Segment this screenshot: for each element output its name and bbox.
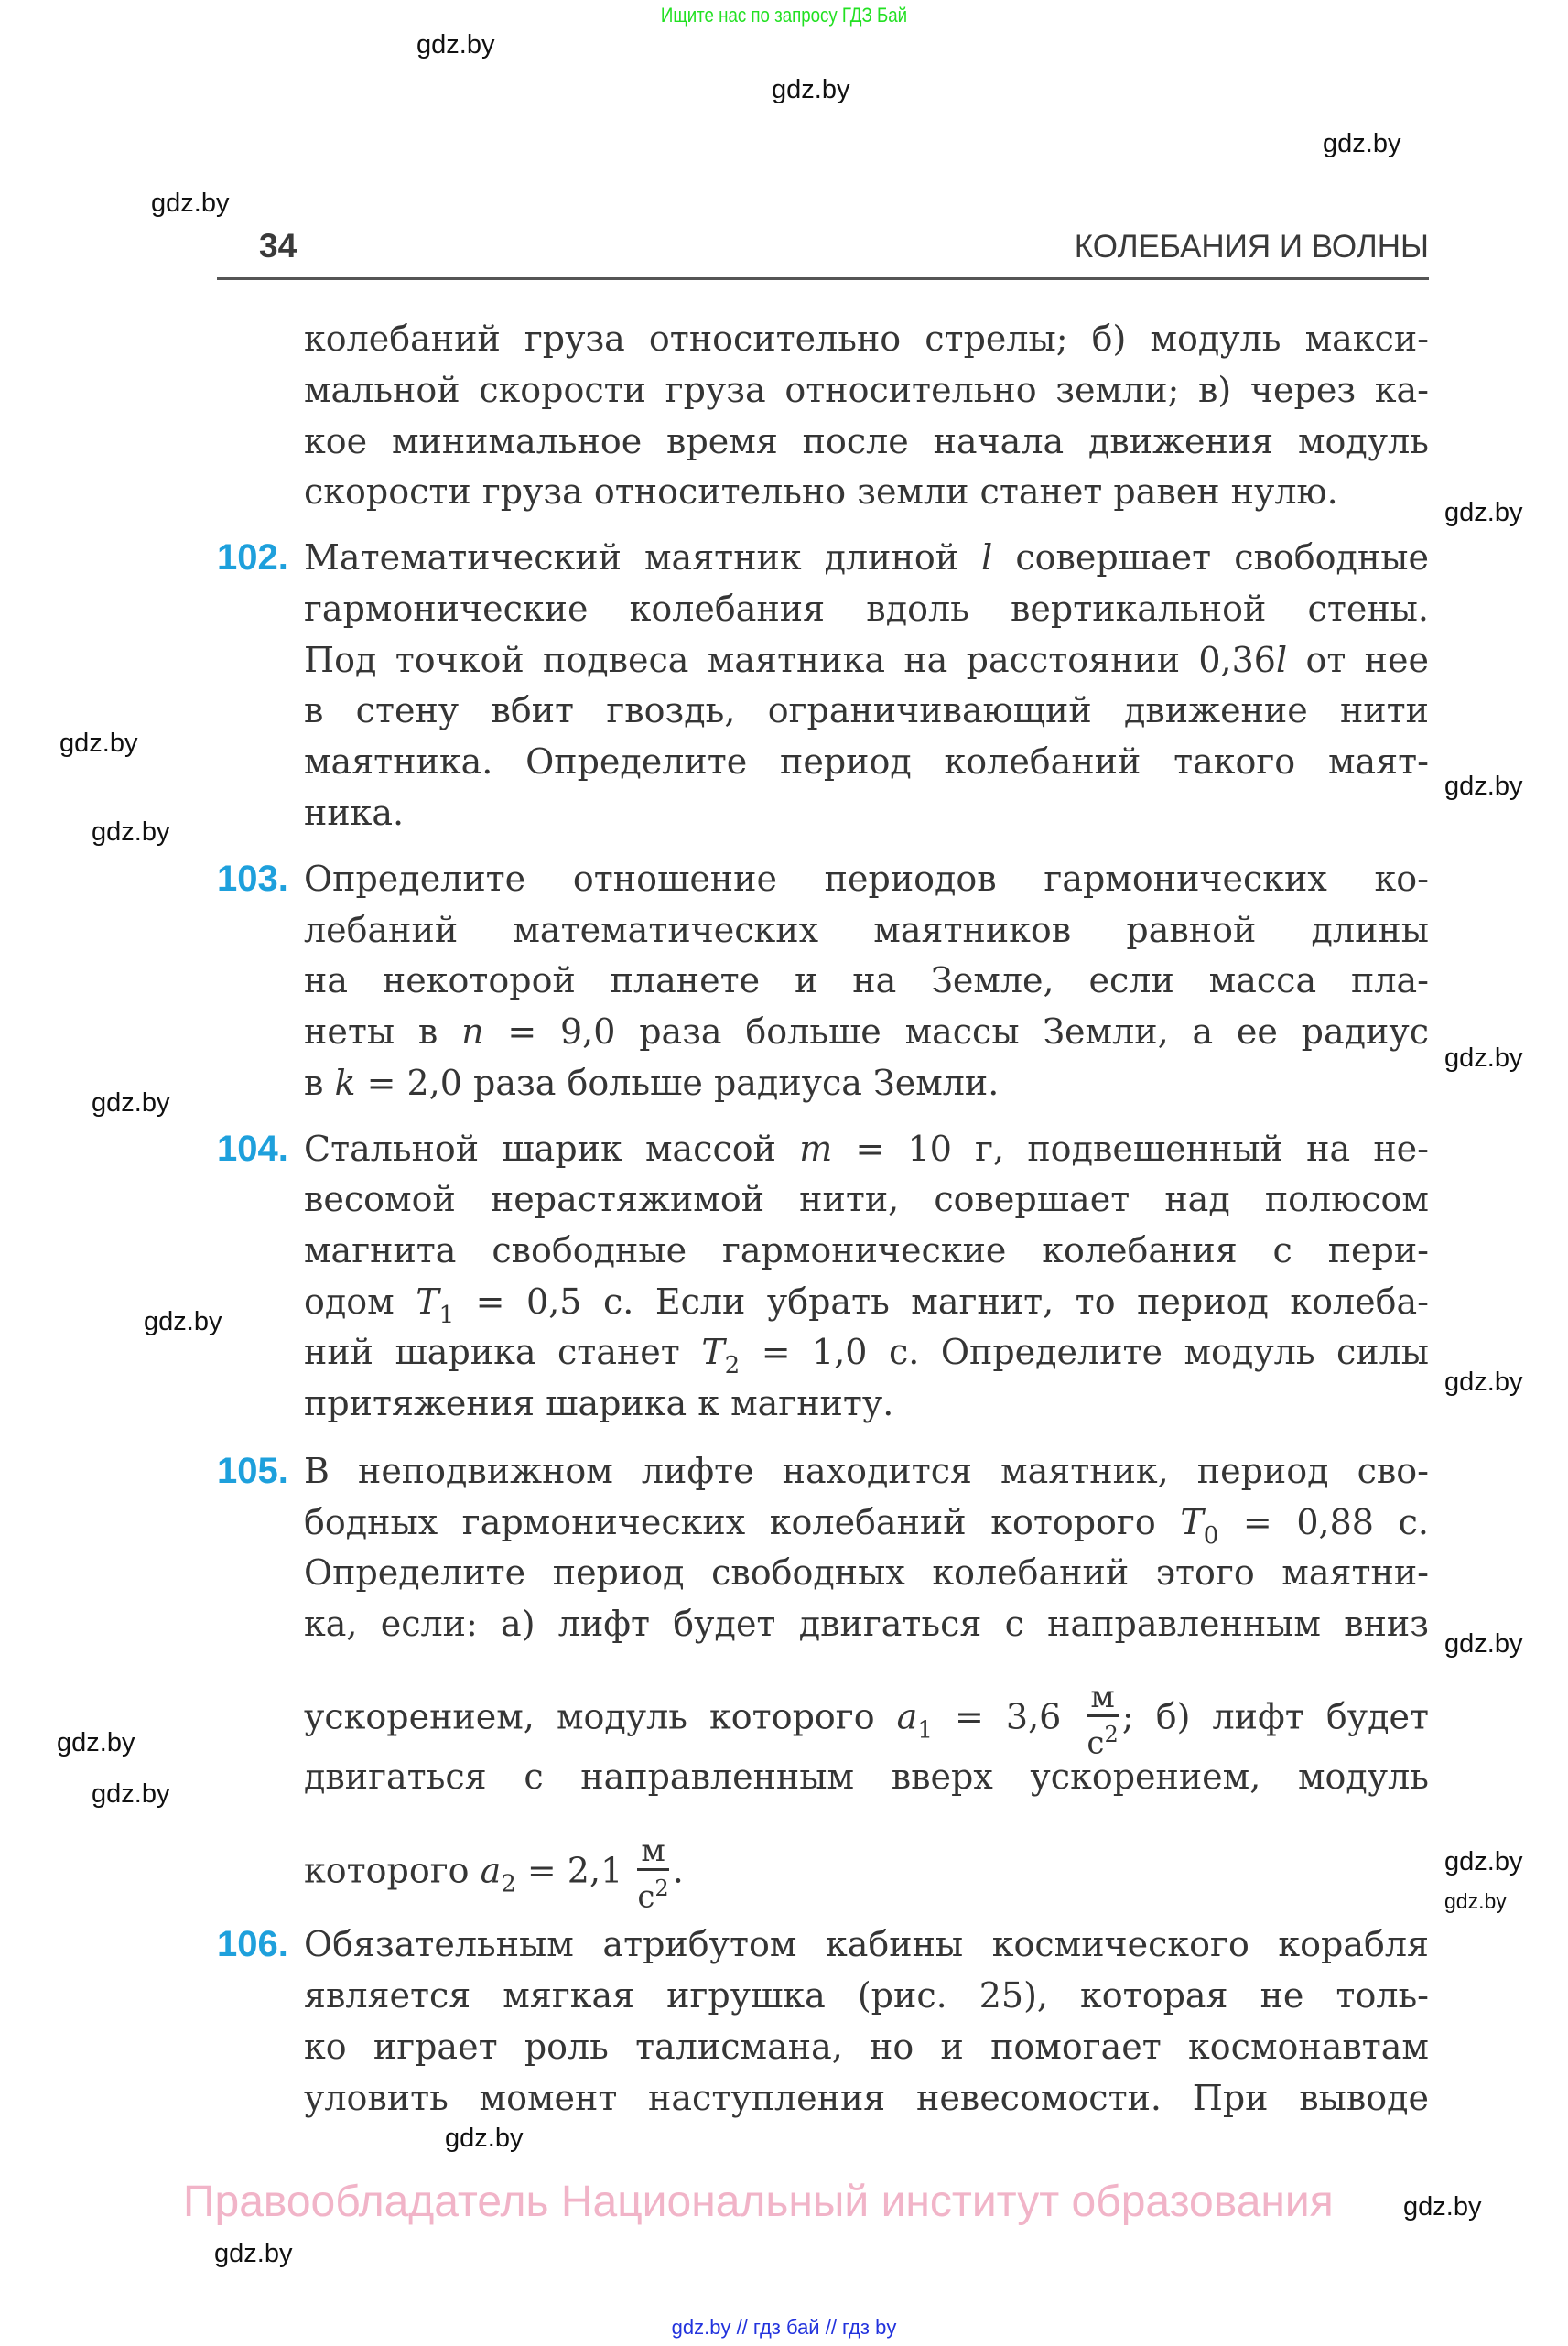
- math-variable: a: [896, 1697, 918, 1738]
- math-variable: T: [1180, 1501, 1204, 1542]
- text-line: [304, 1063, 1429, 1103]
- text-segment: одом: [304, 1281, 416, 1322]
- gdz-watermark: gdz.by: [92, 1779, 170, 1809]
- text-line: [304, 1552, 1429, 1593]
- text-segment: магнита свободные гармонические колебания с пери-: [304, 1230, 1429, 1271]
- problem-number: 103.: [217, 858, 288, 899]
- chapter-title: КОЛЕБАНИЯ И ВОЛНЫ: [1074, 229, 1429, 265]
- text-segment: Математический маятник длиной: [304, 537, 982, 578]
- page-number: 34: [259, 227, 297, 265]
- text-segment: является мягкая игрушка (рис. 25), которая не толь-: [304, 1975, 1429, 2016]
- text-line: [304, 370, 1429, 410]
- fraction-denominator: [637, 1871, 668, 1914]
- text-segment: двигаться с направленным вверх ускорением, модуль: [304, 1757, 1429, 1798]
- text-segment: Определите отношение периодов гармонических ко-: [304, 858, 1429, 899]
- text-segment: скорости груза относительно земли станет равен нулю.: [304, 471, 1338, 513]
- text-segment: Определите период свободных колебаний этого маятни-: [304, 1552, 1429, 1594]
- text-line: [304, 859, 1429, 899]
- text-line: [304, 960, 1429, 1000]
- text-segment: от нее: [1287, 639, 1429, 680]
- text-line: [304, 1281, 1429, 1329]
- text-segment: колебаний груза относительно стрелы; б) модуль макси-: [304, 319, 1429, 360]
- text-line: [304, 1230, 1429, 1270]
- text-segment: = 2,1: [515, 1850, 634, 1891]
- unit-fraction: [637, 1833, 668, 1914]
- math-subscript: 1: [438, 1301, 455, 1329]
- math-variable: T: [701, 1332, 725, 1373]
- math-variable: a: [480, 1850, 502, 1891]
- text-segment: .: [672, 1850, 684, 1891]
- text-segment: = 0,5 с. Если убрать магнит, то период колеба-: [454, 1281, 1429, 1322]
- text-segment: уловить момент наступления невесомости. При выводе: [304, 2077, 1429, 2118]
- text-segment: Обязательным атрибутом кабины космического корабля: [304, 1924, 1429, 1965]
- text-segment: кое минимальное время после начала движения модуль: [304, 420, 1429, 461]
- gdz-watermark: gdz.by: [772, 75, 850, 104]
- gdz-watermark: gdz.by: [1444, 1043, 1523, 1073]
- text-segment: в стену вбит гвоздь, ограничивающий движение нити: [304, 690, 1429, 731]
- text-segment: в: [304, 1062, 335, 1103]
- text-segment: ; б) лифт будет: [1121, 1697, 1430, 1738]
- gdz-watermark: gdz.by: [1323, 129, 1401, 158]
- text-line: [304, 793, 1429, 833]
- unit-fraction: [1087, 1680, 1118, 1760]
- text-line: [304, 1975, 1429, 2016]
- text-segment: ускорением, модуль которого: [304, 1697, 897, 1738]
- denominator-exponent: 2: [1104, 1722, 1119, 1748]
- text-line: [304, 1451, 1429, 1491]
- gdz-watermark: gdz.by: [151, 189, 230, 218]
- text-segment: притяжения шарика к магниту.: [304, 1383, 894, 1424]
- text-segment: ко играет роль талисмана, но и помогает космонавтам: [304, 2026, 1429, 2067]
- gdz-watermark: gdz.by: [1444, 1847, 1523, 1876]
- math-variable: n: [461, 1011, 484, 1052]
- text-line: [304, 421, 1429, 461]
- text-segment: мальной скорости груза относительно земли; в) через ка-: [304, 369, 1429, 410]
- text-segment: В неподвижном лифте находится маятник, период сво-: [304, 1450, 1429, 1491]
- text-segment: Стальной шарик массой: [304, 1128, 800, 1169]
- text-line: [304, 1179, 1429, 1219]
- math-variable: k: [334, 1062, 356, 1103]
- text-segment: = 3,6: [932, 1697, 1084, 1738]
- math-variable: l: [981, 537, 993, 578]
- fraction-denominator: [1087, 1717, 1118, 1760]
- text-segment: = 9,0 раза больше массы Земли, а ее радиус: [483, 1011, 1430, 1052]
- fraction-numerator: м: [1087, 1680, 1118, 1717]
- text-segment: на некоторой планете и на Земле, если масса пла-: [304, 960, 1429, 1001]
- text-line: [304, 1924, 1429, 1964]
- text-segment: неты в: [304, 1011, 462, 1052]
- math-variable: l: [1275, 639, 1288, 680]
- text-line: [304, 1011, 1429, 1052]
- footer-links[interactable]: gdz.by // гдз бай // гдз by: [671, 2316, 897, 2339]
- gdz-watermark: gdz.by: [1444, 1889, 1507, 1913]
- gdz-watermark: gdz.by: [92, 1088, 170, 1118]
- text-line: [304, 741, 1429, 782]
- gdz-watermark: gdz.by: [416, 30, 495, 59]
- gdz-watermark: gdz.by: [144, 1307, 222, 1336]
- gdz-watermark: gdz.by: [445, 2124, 524, 2153]
- text-line: [304, 1832, 1429, 1915]
- gdz-watermark: gdz.by: [1444, 1368, 1523, 1397]
- text-line: [304, 1332, 1429, 1380]
- gdz-watermark: gdz.by: [1444, 498, 1523, 527]
- header-divider: [217, 277, 1429, 280]
- text-line: [304, 1383, 1429, 1423]
- math-subscript: 2: [724, 1352, 741, 1380]
- text-segment: весомой нерастяжимой нити, совершает над полюсом: [304, 1179, 1429, 1220]
- text-segment: = 1,0 с. Определите модуль силы: [740, 1332, 1429, 1373]
- text-line: [304, 1679, 1430, 1762]
- text-segment: ника.: [304, 792, 405, 833]
- text-line: [304, 2078, 1429, 2118]
- gdz-watermark: gdz.by: [1444, 772, 1523, 801]
- math-subscript: 1: [917, 1717, 933, 1746]
- text-segment: ка, если: а) лифт будет двигаться с направленным вниз: [304, 1603, 1429, 1644]
- text-segment: ний шарика станет: [304, 1332, 702, 1373]
- text-line: [304, 319, 1429, 359]
- denominator-exponent: 2: [654, 1875, 669, 1901]
- math-variable: T: [416, 1281, 439, 1322]
- gdz-watermark: gdz.by: [59, 729, 138, 758]
- problem-number: 106.: [217, 1924, 288, 1965]
- rights-holder-notice: Правообладатель Национальный институт образования: [183, 2178, 1334, 2226]
- gdz-watermark: gdz.by: [1444, 1629, 1523, 1659]
- text-segment: = 10 г, подвешенный на не-: [832, 1128, 1429, 1169]
- text-line: [304, 1604, 1429, 1644]
- gdz-watermark: gdz.by: [1403, 2192, 1482, 2222]
- gdz-watermark: gdz.by: [92, 817, 170, 847]
- gdz-watermark: gdz.by: [214, 2239, 293, 2268]
- math-variable: m: [799, 1128, 833, 1169]
- text-line: [304, 2027, 1429, 2067]
- text-line: [304, 640, 1429, 680]
- denominator-unit: с: [637, 1877, 655, 1915]
- gdz-watermark: gdz.by: [57, 1728, 135, 1757]
- text-segment: совершает свободные: [992, 537, 1429, 578]
- text-segment: = 0,88 с.: [1218, 1501, 1429, 1542]
- search-hint-banner[interactable]: Ищите нас по запросу ГДЗ Бай: [660, 4, 908, 27]
- text-line: [304, 910, 1429, 950]
- text-line: [304, 589, 1429, 629]
- text-line: [304, 471, 1429, 512]
- text-segment: = 2,0 раза больше радиуса Земли.: [355, 1062, 1000, 1103]
- text-segment: Под точкой подвеса маятника на расстоянии 0,36: [304, 639, 1276, 680]
- problem-number: 104.: [217, 1128, 288, 1169]
- text-segment: гармонические колебания вдоль вертикальной стены.: [304, 589, 1429, 630]
- math-subscript: 0: [1203, 1521, 1219, 1550]
- math-subscript: 2: [501, 1870, 516, 1898]
- text-segment: лебаний математических маятников равной длины: [304, 909, 1429, 950]
- text-segment: маятника. Определите период колебаний такого маят-: [304, 741, 1429, 783]
- text-line: [304, 1129, 1429, 1169]
- fraction-numerator: м: [637, 1833, 668, 1871]
- problem-number: 105.: [217, 1450, 288, 1491]
- text-line: [304, 1757, 1429, 1797]
- text-segment: бодных гармонических колебаний которого: [304, 1501, 1181, 1542]
- text-segment: которого: [304, 1850, 481, 1891]
- text-line: [304, 1501, 1429, 1550]
- problem-number: 102.: [217, 537, 288, 578]
- text-line: [304, 537, 1429, 578]
- text-line: [304, 690, 1429, 730]
- denominator-unit: с: [1087, 1724, 1105, 1762]
